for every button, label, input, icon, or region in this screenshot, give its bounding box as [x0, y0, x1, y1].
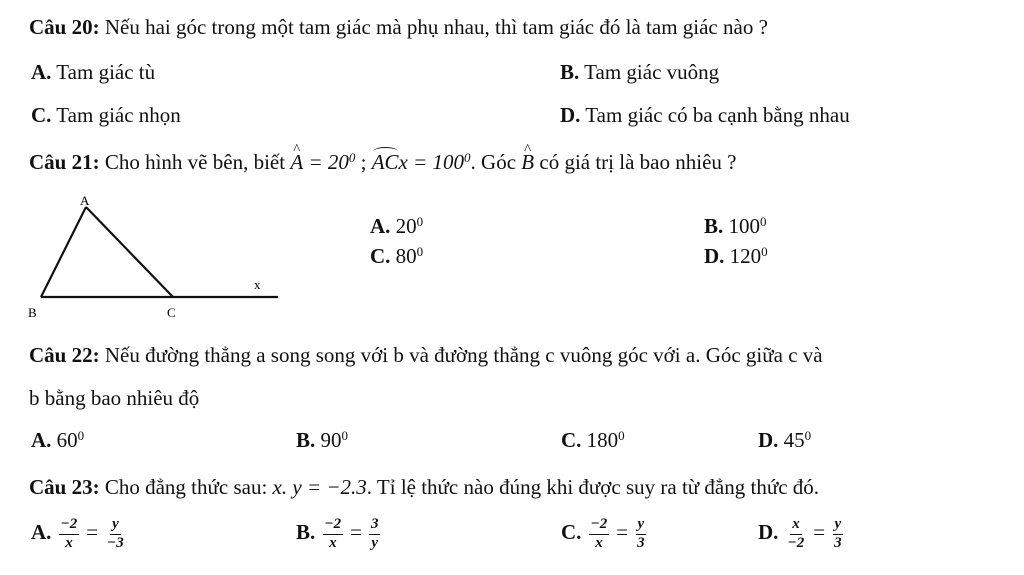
fraction-right	[635, 517, 647, 552]
degree-mark: 0	[348, 149, 356, 165]
option-letter: A.	[31, 60, 52, 84]
question-text: b bằng bao nhiêu độ	[29, 386, 200, 410]
q20-option-d[interactable]	[560, 105, 850, 126]
degree-mark: 0	[464, 149, 471, 165]
equals-sign: =	[86, 520, 99, 545]
denominator: −3	[107, 534, 124, 551]
angle-acx-tail: x	[398, 150, 408, 174]
option-text: Tam giác có ba cạnh bằng nhau	[585, 103, 850, 127]
option-value: 100	[728, 214, 761, 238]
q23-option-a[interactable]	[31, 517, 128, 552]
fraction-left	[786, 517, 807, 552]
option-value: 45	[783, 428, 805, 452]
question-21	[29, 149, 737, 174]
q21-option-b[interactable]	[704, 213, 767, 238]
option-letter: D.	[560, 103, 581, 127]
option-value: 90	[320, 428, 342, 452]
option-text: Tam giác tù	[56, 60, 156, 84]
q23-option-b[interactable]	[296, 517, 382, 552]
numerator: 3	[369, 517, 381, 535]
side-ac	[86, 207, 173, 297]
numerator: y	[833, 517, 844, 535]
q20-option-b[interactable]	[560, 62, 719, 83]
denominator: x	[329, 534, 337, 551]
side-ab	[41, 207, 86, 297]
q22-option-c[interactable]	[561, 427, 625, 452]
question-text: . Góc	[470, 150, 517, 174]
question-20	[29, 17, 768, 38]
fraction-right	[105, 517, 126, 552]
degree-mark: 0	[761, 243, 768, 259]
q23-option-c[interactable]	[561, 517, 649, 552]
option-letter: C.	[561, 520, 582, 545]
option-letter: A.	[31, 428, 52, 452]
question-label: Câu 21:	[29, 150, 100, 174]
degree-mark: 0	[804, 427, 812, 443]
angle-a-value: = 20	[308, 150, 349, 174]
option-letter: C.	[370, 244, 391, 268]
separator: ;	[360, 150, 367, 174]
option-text: Tam giác vuông	[584, 60, 720, 84]
question-text: . Tỉ lệ thức nào đúng khi được suy ra từ đẳng thức đó.	[366, 475, 820, 499]
option-letter: B.	[704, 214, 724, 238]
numerator: x	[790, 517, 802, 535]
denominator: 3	[637, 534, 645, 551]
fraction-right	[832, 517, 844, 552]
question-label: Câu 22:	[29, 343, 100, 367]
numerator: −2	[59, 517, 80, 535]
option-letter: D.	[704, 244, 725, 268]
option-value: 180	[586, 428, 619, 452]
q21-option-a[interactable]	[370, 213, 424, 238]
question-text: Nếu hai góc trong một tam giác mà phụ nhau, thì tam giác đó là tam giác nào ?	[104, 15, 768, 39]
option-value: 60	[56, 428, 78, 452]
option-letter: C.	[561, 428, 582, 452]
option-text: Tam giác nhọn	[56, 103, 181, 127]
label-b: B	[28, 305, 37, 320]
angle-b-symbol: ^ B	[521, 152, 534, 173]
question-text: Cho đẳng thức sau:	[104, 475, 268, 499]
equals-sign: =	[350, 520, 362, 545]
degree-mark: 0	[341, 427, 349, 443]
question-text: có giá trị là bao nhiêu ?	[539, 150, 737, 174]
question-text: Nếu đường thẳng a song song với b và đường thẳng c vuông góc với a. Góc giữa c và	[104, 343, 823, 367]
option-value: 120	[729, 244, 762, 268]
fraction-left	[323, 517, 344, 552]
question-text: Cho hình vẽ bên, biết	[104, 150, 286, 174]
denominator: x	[65, 534, 73, 551]
degree-mark: 0	[760, 213, 767, 229]
numerator: −2	[323, 517, 344, 535]
question-23	[29, 477, 819, 498]
question-label: Câu 20:	[29, 15, 100, 39]
question-22-line2	[29, 388, 199, 409]
label-a: A	[80, 193, 90, 208]
fraction-left	[59, 517, 80, 552]
option-letter: B.	[296, 428, 316, 452]
numerator: y	[636, 517, 647, 535]
fraction-left	[589, 517, 610, 552]
q21-option-c[interactable]	[370, 243, 424, 268]
q22-option-d[interactable]	[758, 427, 812, 452]
numerator: −2	[589, 517, 610, 535]
denominator: y	[371, 534, 379, 551]
option-letter: A.	[31, 520, 52, 545]
option-letter: C.	[31, 103, 52, 127]
label-x: x	[254, 277, 261, 292]
equation: x. y = −2.3	[272, 475, 367, 499]
option-letter: B.	[296, 520, 316, 545]
q21-option-d[interactable]	[704, 243, 768, 268]
question-22	[29, 345, 823, 366]
q20-option-a[interactable]	[31, 62, 155, 83]
q20-option-c[interactable]	[31, 105, 181, 126]
triangle-figure	[20, 192, 300, 322]
option-letter: A.	[370, 214, 391, 238]
degree-mark: 0	[618, 427, 625, 443]
label-c: C	[167, 305, 176, 320]
equals-sign: =	[616, 520, 629, 545]
option-value: 80	[395, 244, 417, 268]
degree-mark: 0	[416, 243, 424, 259]
option-letter: D.	[758, 428, 779, 452]
angle-acx-value: = 100	[413, 150, 465, 174]
q23-option-d[interactable]	[758, 517, 846, 552]
angle-a-symbol: ^ A	[290, 152, 303, 173]
option-letter: B.	[560, 60, 580, 84]
equals-sign: =	[813, 520, 826, 545]
option-letter: D.	[758, 520, 779, 545]
degree-mark: 0	[416, 213, 424, 229]
fraction-right	[369, 517, 381, 552]
denominator: −2	[787, 534, 805, 551]
q22-option-a[interactable]	[31, 427, 85, 452]
option-value: 20	[395, 214, 417, 238]
question-label: Câu 23:	[29, 475, 100, 499]
denominator: x	[595, 534, 603, 551]
q22-option-b[interactable]	[296, 427, 349, 452]
denominator: 3	[834, 534, 842, 551]
numerator: y	[110, 517, 121, 535]
degree-mark: 0	[77, 427, 85, 443]
angle-acx-symbol: AC	[371, 150, 399, 174]
